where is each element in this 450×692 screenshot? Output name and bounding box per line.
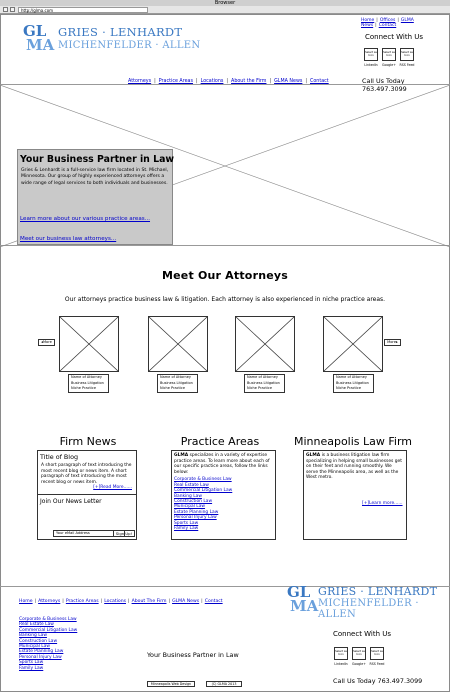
hero-text: Gries & Lenhardt is a full-service law firm located in St. Michael, Minnesota. Our group of highly experienced attorneys offers a wide range of legal services to both individuals and businesses. (21, 168, 169, 186)
hero-link-attorneys[interactable]: Meet our business law attorneys... (20, 236, 117, 242)
svg-text:MA: MA (26, 36, 55, 52)
attorney-name: Name of Attorney (336, 375, 367, 379)
attorneys-title: Meet Our Attorneys (161, 269, 288, 282)
practice-link[interactable]: Personal Injury Law (174, 515, 217, 521)
footer-practice-link[interactable]: Estate Planning Law (19, 649, 64, 655)
nav-contact[interactable]: Contact (310, 79, 329, 84)
practice-areas-title: Practice Areas (180, 435, 260, 448)
logo[interactable] (22, 22, 62, 52)
footer-practice-link[interactable]: Family Law (19, 665, 44, 671)
attorney-card-1[interactable] (68, 374, 109, 393)
top-link-offices[interactable]: Offices (379, 18, 396, 23)
google-plus-icon[interactable]: Select as Icon (382, 48, 396, 61)
attorney-card-4[interactable] (333, 374, 374, 393)
newsletter-email-input[interactable]: Your eMail Address (53, 530, 125, 537)
attorney-photo-3[interactable] (235, 316, 295, 372)
mn-firm-title: Minneapolis Law Firm (293, 435, 413, 448)
mn-firm-learn-more-link[interactable]: [+]Learn more...... (362, 501, 403, 506)
practice-link-list (174, 477, 273, 531)
svg-text:GL: GL (287, 583, 311, 601)
practice-intro (174, 453, 273, 475)
prev-attorneys-button[interactable] (38, 339, 55, 346)
footer-linkedin-icon[interactable]: Select as Icon (334, 647, 348, 660)
footer-credit-webdesign[interactable]: Minneapolis Web Design (147, 681, 195, 687)
footer-practice-link[interactable]: Sports Law (19, 660, 44, 666)
back-icon[interactable] (3, 7, 8, 12)
blog-read-more-link[interactable]: [+]Read More...... (93, 485, 132, 491)
browser-title: Browser (214, 0, 236, 6)
attorney-area: Business Litigation (336, 380, 369, 385)
footer-practice-link[interactable]: Banking Law (19, 633, 47, 639)
firm-news-title: Firm News (59, 435, 117, 448)
logo-line-2: MICHENFELDER · ALLEN (58, 40, 201, 51)
practice-link[interactable]: Real Estate Law (174, 482, 209, 488)
mn-firm-text (306, 453, 404, 481)
attorney-area: Business Litigation (160, 380, 193, 385)
nav-about[interactable]: About the Firm (231, 79, 267, 84)
top-link-news[interactable]: GLMA News (361, 18, 414, 28)
attorney-niche: Niche Practice (247, 386, 272, 391)
footer-nav-practice[interactable]: Practice Areas (65, 599, 99, 604)
top-link-home[interactable]: Home (361, 18, 375, 23)
footer-nav-about[interactable]: About The Firm (131, 599, 167, 604)
attorney-name: Name of Attorney (71, 375, 102, 379)
mn-firm-bold: GLMA (306, 453, 321, 458)
footer-tagline: Your Business Partner in Law (147, 651, 239, 659)
social-label-google: Google+ (382, 63, 396, 67)
hero-link-practice[interactable]: Learn more about our various practice areas... (20, 216, 151, 222)
prev-label: More (42, 340, 52, 344)
nav-attorneys[interactable]: Attorneys (128, 79, 152, 84)
hero-callout (17, 149, 173, 245)
footer-logo-line-2: MICHENFELDER · ALLEN (318, 598, 419, 620)
firm-news-box (37, 450, 137, 540)
attorney-card-3[interactable] (244, 374, 285, 393)
social-label-linkedin: LinkedIn (364, 63, 378, 67)
attorney-name: Name of Attorney (160, 375, 191, 379)
footer-copyright: (C) GLMA 2013 (206, 681, 242, 687)
footer-phone: Call Us Today 763.497.3099 (333, 677, 423, 685)
attorney-niche: Niche Practice (336, 386, 361, 391)
footer-nav-locations[interactable]: Locations (104, 599, 127, 604)
footer-social-label-rss: RSS Feed (369, 662, 385, 666)
footer-nav: Home | Attorneys | Practice Areas | Locations | About The Firm | GLMA News | Contact (19, 599, 223, 604)
practice-link[interactable]: Banking Law (174, 493, 202, 499)
footer-practice-link[interactable]: Municipal Law (19, 644, 51, 650)
practice-link[interactable]: Commercial Litigation Law (174, 488, 233, 494)
next-attorneys-button[interactable] (384, 339, 401, 346)
footer-practice-link[interactable]: Corporate & Business Law (19, 617, 77, 622)
rss-icon[interactable]: Select as Icon (400, 48, 414, 61)
practice-intro-bold: GLMA (174, 453, 189, 458)
nav-locations[interactable]: Locations (200, 79, 224, 84)
linkedin-icon[interactable]: Select as Icon (364, 48, 378, 61)
top-links: Home | Offices | GLMA News | Contact (361, 18, 414, 28)
footer-nav-attorneys[interactable]: Attorneys (38, 599, 61, 604)
blog-excerpt: A short paragraph of text introducing the most recent blog or news item. A short paragraph of text introducing the most recent blog or news item. (41, 463, 132, 485)
newsletter-signup-button[interactable]: Sign Up! (113, 530, 135, 537)
footer-practice-link[interactable]: Personal Injury Law (19, 654, 62, 660)
next-label: More (387, 340, 397, 344)
attorney-photo-4[interactable] (323, 316, 383, 372)
newsletter-title: Join Our News Letter (40, 498, 102, 506)
attorneys-subtitle: Our attorneys practice business law & litigation. Each attorney is also experienced in niche practice areas. (64, 296, 386, 303)
hero-title: Your Business Partner in Law (20, 154, 175, 165)
attorney-area: Business Litigation (71, 380, 104, 385)
svg-text:MA: MA (290, 597, 319, 613)
practice-link[interactable]: Municipal Law (174, 504, 206, 510)
blog-title: Title of Blog (40, 453, 79, 461)
attorney-niche: Niche Practice (71, 386, 96, 391)
attorney-card-2[interactable] (157, 374, 198, 393)
practice-link[interactable]: Corporate & Business Law (174, 477, 232, 483)
arrow-left-icon: ◂ (41, 340, 43, 344)
footer-social-label-linkedin: LinkedIn (334, 662, 348, 666)
footer-practice-links (19, 617, 77, 671)
footer-practice-link[interactable]: Construction Law (19, 638, 58, 644)
footer-google-plus-icon[interactable]: Select as Icon (352, 647, 366, 660)
footer-nav-home[interactable]: Home (19, 599, 33, 604)
attorney-name: Name of Attorney (247, 375, 278, 379)
practice-link[interactable]: Sports Law (174, 520, 199, 526)
top-link-contact[interactable]: Contact (378, 23, 397, 28)
forward-icon[interactable] (10, 7, 15, 12)
nav-practice-areas[interactable]: Practice Areas (158, 79, 193, 84)
address-bar[interactable]: http://glma.com (18, 7, 148, 13)
connect-title: Connect With Us (365, 33, 424, 41)
mn-firm-body: is a business litigation law firm specializing in helping small businesses get on their feet and running smoothly. We serve the Minneapolis area, as well as the West metro. (306, 453, 402, 481)
footer-logo-line-1: GRIES · LENHARDT (318, 585, 438, 598)
nav-news[interactable]: GLMA News (274, 79, 303, 84)
footer-practice-link[interactable]: Real Estate Law (19, 622, 54, 628)
main-nav: Attorneys | Practice Areas | Locations | About the Firm | GLMA News | Contact (128, 79, 329, 84)
attorney-photo-1[interactable] (59, 316, 119, 372)
attorney-area: Business Litigation (247, 380, 280, 385)
logo-monogram-icon (22, 22, 62, 52)
social-label-rss: RSS Feed (399, 63, 415, 67)
practice-link[interactable]: Family Law (174, 526, 199, 532)
mn-firm-box (303, 450, 407, 540)
arrow-right-icon: ▸ (396, 340, 398, 344)
footer-social-label-google: Google+ (352, 662, 366, 666)
header-phone: Call Us Today 763.497.3099 (362, 77, 407, 93)
footer-nav-news[interactable]: GLMA News (172, 599, 200, 604)
logo-line-1: GRIES · LENHARDT (58, 25, 183, 39)
footer-connect-title: Connect With Us (333, 630, 392, 638)
practice-link[interactable]: Estate Planning Law (174, 509, 219, 515)
svg-text:GL: GL (23, 22, 47, 40)
practice-link[interactable]: Construction Law (174, 499, 213, 504)
attorney-niche: Niche Practice (160, 386, 185, 391)
footer-practice-link[interactable]: Commercial Litigation Law (19, 627, 78, 633)
practice-areas-box (171, 450, 276, 540)
practice-intro-text: specializes in a variety of expertise practice areas. To learn more about each of our specific practice areas, follow the links below: (174, 453, 270, 475)
attorney-photo-2[interactable] (148, 316, 208, 372)
footer-nav-contact[interactable]: Contact (204, 599, 223, 604)
footer-rss-icon[interactable]: Select as Icon (370, 647, 384, 660)
